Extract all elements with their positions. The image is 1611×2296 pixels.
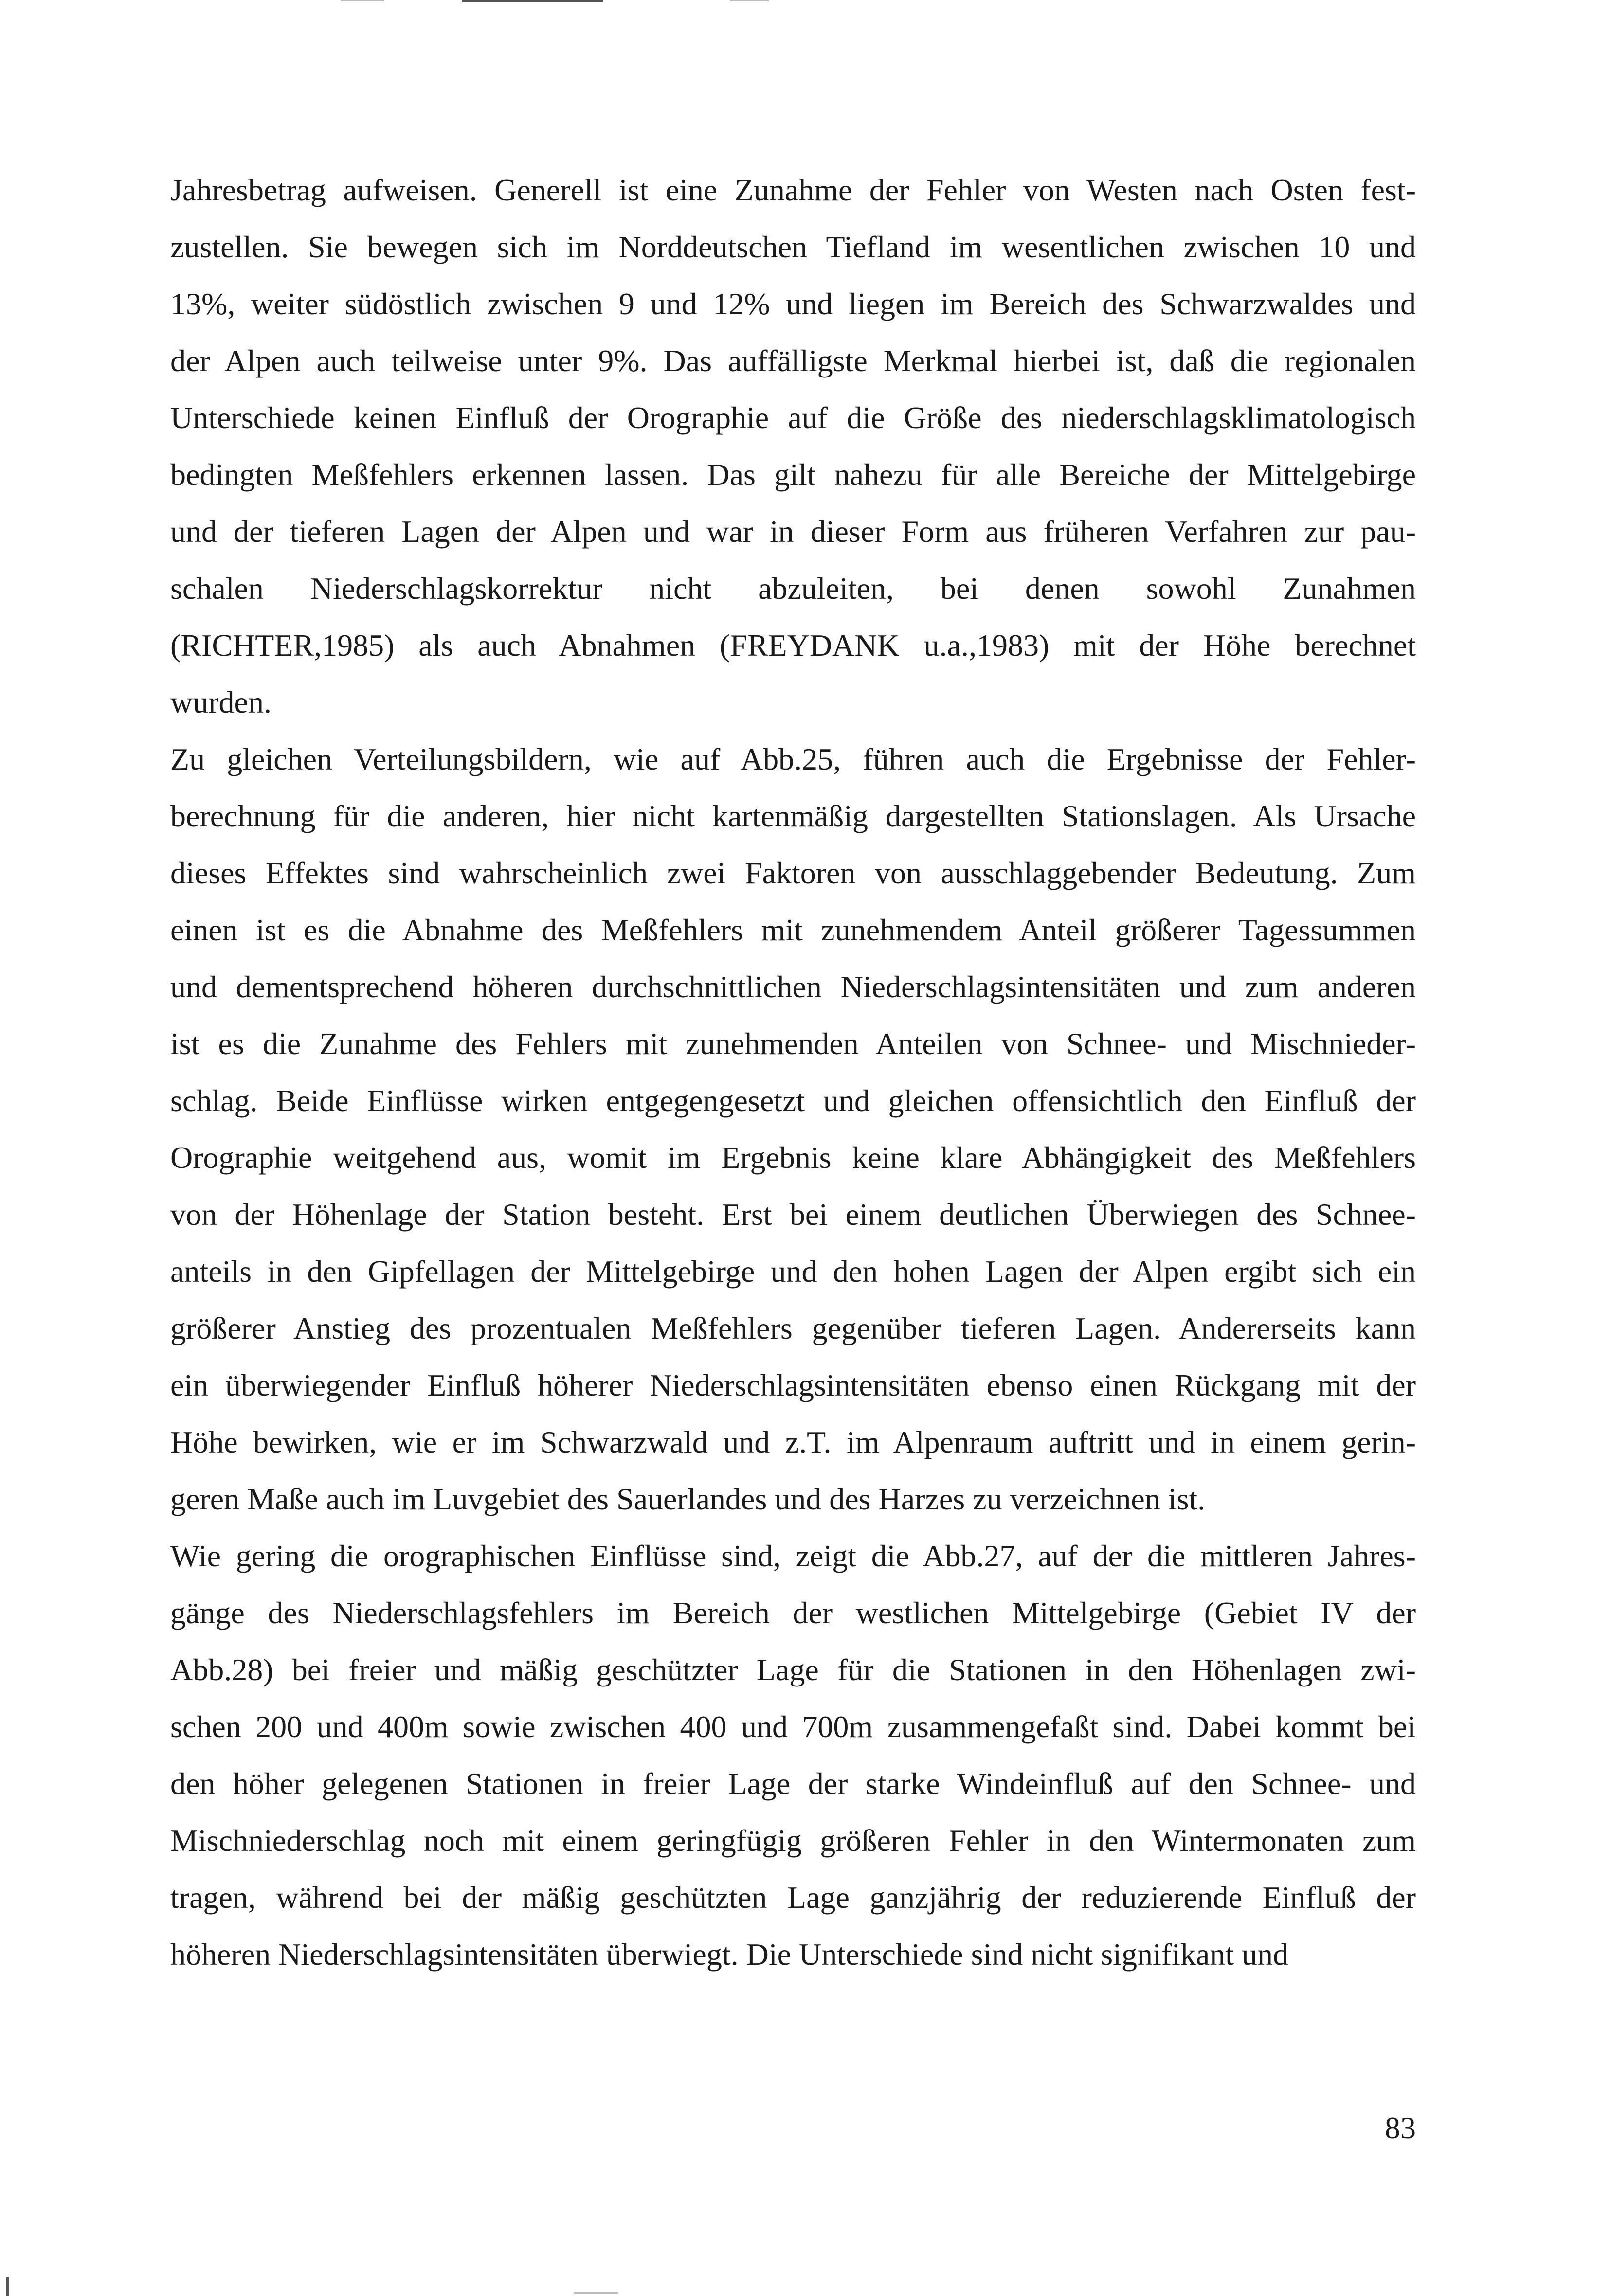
- text-line: 13%, weiter südöstlich zwischen 9 und 12% und liegen im Bereich des Schwarzwaldes und: [170, 287, 1416, 321]
- text-line: schen 200 und 400m sowie zwischen 400 und 700m zusammengefaßt sind. Dabei kommt bei: [170, 1709, 1416, 1744]
- text-line: den höher gelegenen Stationen in freier Lage der starke Windeinfluß auf den Schnee- und: [170, 1766, 1416, 1801]
- text-line: Unterschiede keinen Einfluß der Orographie auf die Größe des niederschlagsklimatologisch: [170, 400, 1416, 435]
- text-line: ein überwiegender Einfluß höherer Niederschlagsintensitäten ebenso einen Rückgang mit der: [170, 1368, 1416, 1402]
- text-line: größerer Anstieg des prozentualen Meßfehlers gegenüber tieferen Lagen. Andererseits kann: [170, 1311, 1416, 1345]
- text-line: von der Höhenlage der Station besteht. Erst bei einem deutlichen Überwiegen des Schnee-: [170, 1197, 1416, 1232]
- scan-artifact-top-right: [730, 0, 769, 1]
- text-line: geren Maße auch im Luvgebiet des Sauerlandes und des Harzes zu verzeichnen ist.: [170, 1482, 1206, 1516]
- scan-artifact-top-left: [341, 0, 384, 1]
- text-line: schlag. Beide Einflüsse wirken entgegengesetzt und gleichen offensichtlich den Einfluß der: [170, 1083, 1416, 1118]
- scan-artifact-top: [462, 0, 603, 2]
- text-line: und der tieferen Lagen der Alpen und war in dieser Form aus früheren Verfahren zur pau-: [170, 514, 1416, 549]
- text-line: Wie gering die orographischen Einflüsse sind, zeigt die Abb.27, auf der die mittleren Jahres-: [170, 1539, 1416, 1573]
- text-line: berechnung für die anderen, hier nicht kartenmäßig dargestellten Stationslagen. Als Ursache: [170, 799, 1416, 833]
- text-line: Mischniederschlag noch mit einem geringfügig größeren Fehler in den Wintermonaten zum: [170, 1823, 1416, 1858]
- text-line: der Alpen auch teilweise unter 9%. Das auffälligste Merkmal hierbei ist, daß die regionalen: [170, 343, 1416, 378]
- text-line: ist es die Zunahme des Fehlers mit zunehmenden Anteilen von Schnee- und Mischnieder-: [170, 1026, 1416, 1061]
- text-line: Orographie weitgehend aus, womit im Ergebnis keine klare Abhängigkeit des Meßfehlers: [170, 1140, 1416, 1175]
- body-text: [170, 173, 1416, 1994]
- text-line: Jahresbetrag aufweisen. Generell ist eine Zunahme der Fehler von Westen nach Osten fest-: [170, 173, 1416, 207]
- text-line: tragen, während bei der mäßig geschützten Lage ganzjährig der reduzierende Einfluß der: [170, 1880, 1416, 1915]
- text-line: (RICHTER,1985) als auch Abnahmen (FREYDANK u.a.,1983) mit der Höhe berechnet: [170, 628, 1416, 663]
- text-line: einen ist es die Abnahme des Meßfehlers mit zunehmendem Anteil größerer Tagessummen: [170, 913, 1416, 947]
- text-line: gänge des Niederschlagsfehlers im Bereich der westlichen Mittelgebirge (Gebiet IV der: [170, 1596, 1416, 1630]
- scan-artifact-bottom-left: [6, 2277, 9, 2296]
- text-line: Höhe bewirken, wie er im Schwarzwald und z.T. im Alpenraum auftritt und in einem gerin-: [170, 1425, 1416, 1459]
- text-line: wurden.: [170, 685, 272, 719]
- page-number: 83: [1385, 2111, 1416, 2145]
- text-line: höheren Niederschlagsintensitäten überwiegt. Die Unterschiede sind nicht signifikant und: [170, 1937, 1289, 1972]
- text-line: anteils in den Gipfellagen der Mittelgebirge und den hohen Lagen der Alpen ergibt sich ein: [170, 1254, 1416, 1289]
- text-line: Zu gleichen Verteilungsbildern, wie auf Abb.25, führen auch die Ergebnisse der Fehler-: [170, 742, 1416, 776]
- text-line: dieses Effektes sind wahrscheinlich zwei Faktoren von ausschlaggebender Bedeutung. Zum: [170, 856, 1416, 890]
- text-line: bedingten Meßfehlers erkennen lassen. Das gilt nahezu für alle Bereiche der Mittelgebirge: [170, 457, 1416, 492]
- text-line: schalen Niederschlagskorrektur nicht abzuleiten, bei denen sowohl Zunahmen: [170, 571, 1416, 606]
- text-line: und dementsprechend höheren durchschnittlichen Niederschlagsintensitäten und zum anderen: [170, 969, 1416, 1004]
- text-line: Abb.28) bei freier und mäßig geschützter Lage für die Stationen in den Höhenlagen zwi-: [170, 1652, 1416, 1687]
- text-line: zustellen. Sie bewegen sich im Norddeutschen Tiefland im wesentlichen zwischen 10 und: [170, 230, 1416, 264]
- scan-artifact-bottom: [574, 2292, 618, 2294]
